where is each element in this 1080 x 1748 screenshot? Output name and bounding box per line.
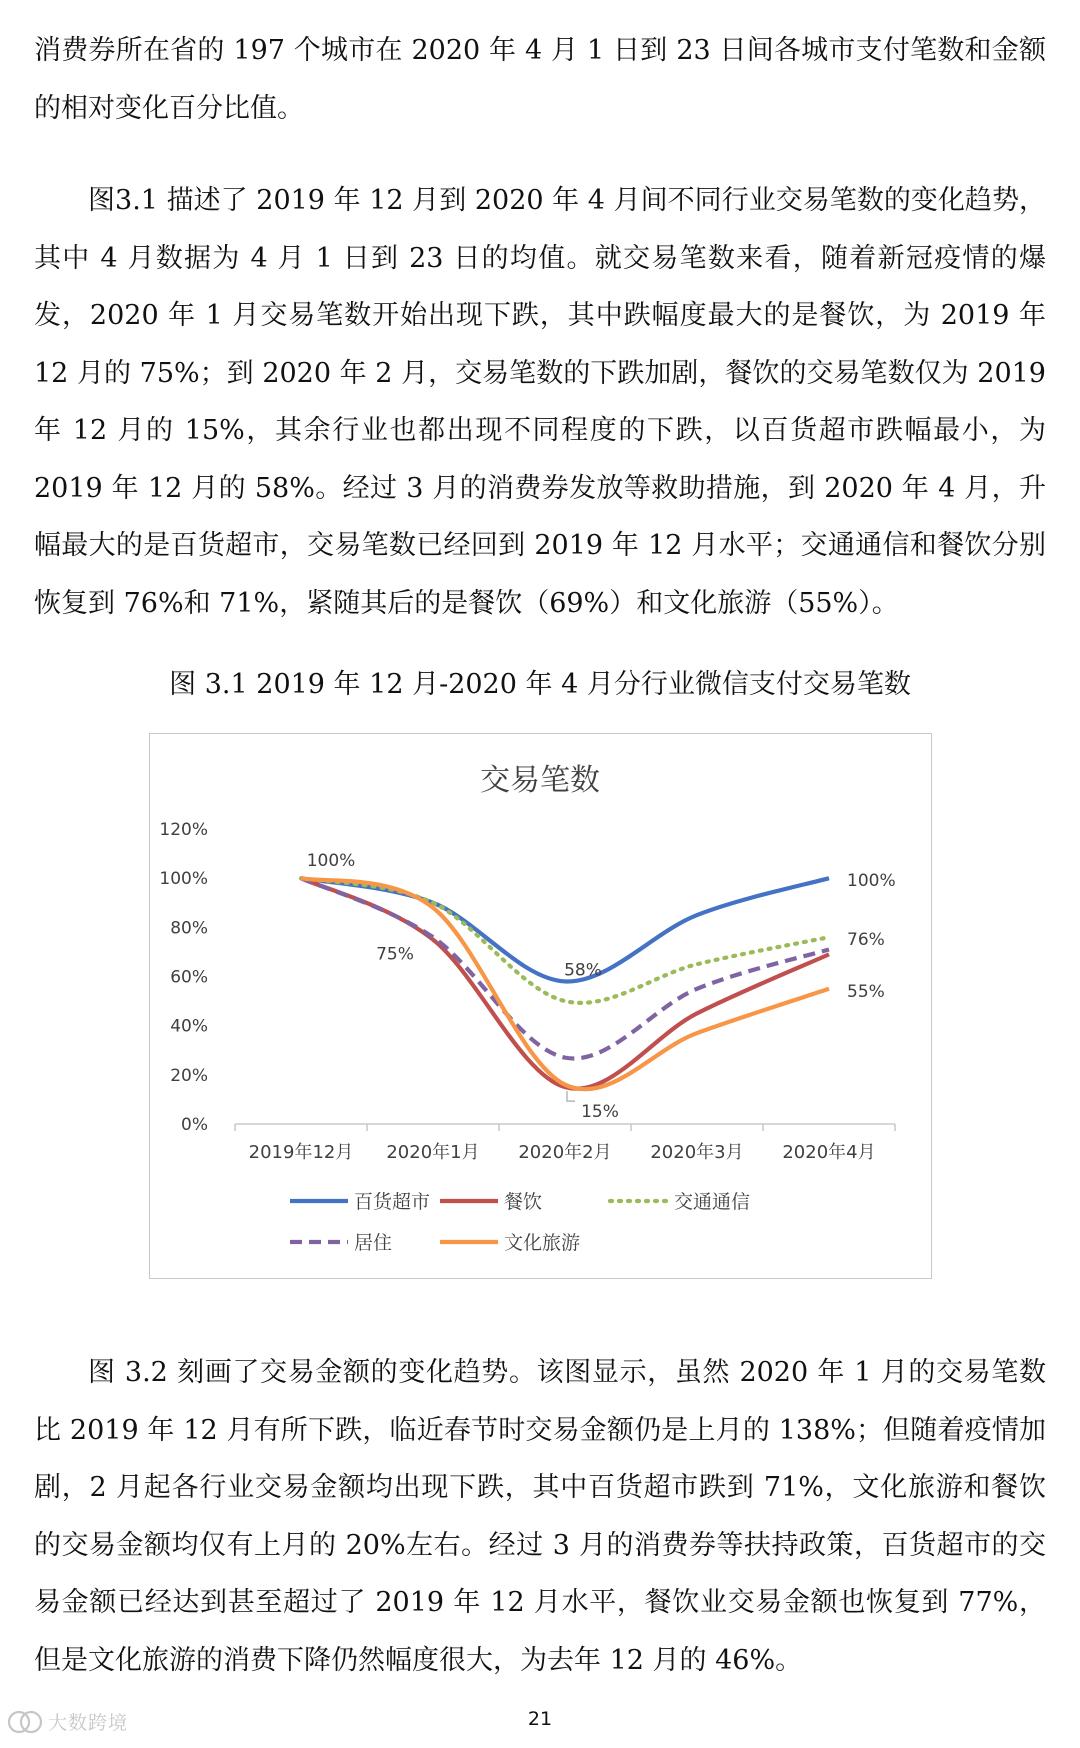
x-tick-label: 2020年3月 <box>650 1142 744 1163</box>
data-label: 55% <box>847 981 885 1002</box>
data-label: 75% <box>376 944 414 965</box>
line-chart <box>150 734 931 1278</box>
watermark-logo-icon <box>6 1709 44 1735</box>
y-tick-label: 60% <box>170 967 208 988</box>
paragraph-figure-3-1: 图3.1 描述了 2019 年 12 月到 2020 年 4 月间不同行业交易笔数的变化趋势，其中 4 月数据为 4 月 1 日到 23 日的均值。就交易笔数来看，随着新冠疫情的爆发，2020 年 1 月交易笔数开始出现下跌，其中跌幅度最大的是餐饮，为 2019 年 12 月的 75%；到 2020 年 2 月，交易笔数的下跌加剧，餐饮的交易笔数仅为 2019 年 12 月的 15%，其余行业也都出现不同程度的下跌，以百货超市跌幅最小，为 2019 年 12 月的 58%。经过 3 月的消费券发放等救助措施，到 2020 年 4 月，升幅最大的是百货超市，交易笔数已经回到 2019 年 12 月水平；交通通信和餐饮分别恢复到 76%和 71%，紧随其后的是餐饮（69%）和文化旅游（55%）。 <box>34 185 1046 619</box>
x-tick-label: 2020年4月 <box>782 1142 876 1163</box>
figure-caption: 图 3.1 2019 年 12 月-2020 年 4 月分行业微信支付交易笔数 <box>169 669 911 700</box>
y-tick-label: 120% <box>159 820 208 840</box>
paragraph-intro: 消费券所在省的 197 个城市在 2020 年 4 月 1 日到 23 日间各城市支付笔数和金额的相对变化百分比值。 <box>34 35 1046 124</box>
data-label: 100% <box>847 871 896 892</box>
y-tick-label: 0% <box>181 1115 208 1135</box>
x-tick-label: 2020年2月 <box>518 1142 612 1163</box>
data-label-leader <box>567 1091 575 1101</box>
data-label: 100% <box>306 851 356 872</box>
data-label: 58% <box>564 960 602 981</box>
legend-label-3: 居住 <box>354 1232 393 1254</box>
x-tick-label: 2020年1月 <box>386 1142 480 1163</box>
chart-title: 交易笔数 <box>480 763 600 798</box>
watermark-text: 大数跨境 <box>48 1712 129 1734</box>
legend-label-1: 餐饮 <box>504 1191 543 1213</box>
paragraph-figure-3-2: 图 3.2 刻画了交易金额的变化趋势。该图显示，虽然 2020 年 1 月的交易笔数比 2019 年 12 月有所下跌，临近春节时交易金额仍是上月的 138%；但随着疫情加剧，2 月起各行业交易金额均出现下跌，其中百货超市跌到 71%，文化旅游和餐饮的交易金额均仅有上月的 20%左右。经过 3 月的消费券等扶持政策，百货超市的交易金额已经达到甚至超过了 2019 年 12 月水平，餐饮业交易金额也恢复到 77%，但是文化旅游的消费下降仍然幅度很大，为去年 12 月的 46%。 <box>34 1357 1046 1676</box>
y-tick-label: 80% <box>170 918 208 939</box>
y-tick-label: 20% <box>170 1065 208 1086</box>
y-tick-label: 40% <box>170 1016 208 1037</box>
legend-label-4: 文化旅游 <box>504 1232 581 1254</box>
chart-container <box>149 733 932 1279</box>
data-label: 76% <box>847 930 885 951</box>
y-tick-label: 100% <box>159 869 208 890</box>
legend-label-0: 百货超市 <box>354 1191 431 1213</box>
data-label: 15% <box>581 1102 619 1123</box>
x-tick-label: 2019年12月 <box>248 1142 354 1163</box>
watermark <box>6 1708 128 1735</box>
legend-label-2: 交通通信 <box>674 1191 751 1213</box>
page-number: 21 <box>527 1708 553 1730</box>
